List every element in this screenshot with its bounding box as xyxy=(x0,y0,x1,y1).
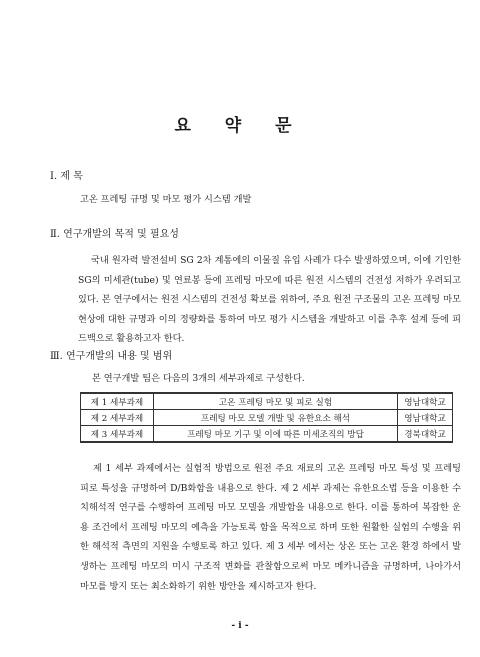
section-2-heading: Ⅱ. 연구개발의 목적 및 필요성 xyxy=(50,229,179,240)
section-3-intro: 본 연구개발 팀은 다음의 3개의 세부과제로 구성한다. xyxy=(92,373,305,384)
subtask-table xyxy=(80,392,453,443)
table-cell-task: 제 2 세부과제 xyxy=(81,410,154,426)
table-row xyxy=(81,393,453,410)
table-row xyxy=(81,410,453,426)
table-cell-institution: 영남대학교 xyxy=(398,410,453,426)
section-3-heading: Ⅲ. 연구개발의 내용 및 범위 xyxy=(50,351,173,362)
table-row xyxy=(81,426,453,443)
page-title: 요 약 문 xyxy=(174,116,306,136)
table-cell-institution: 영남대학교 xyxy=(398,393,453,410)
section-2-body: 국내 원자력 발전설비 SG 2차 계통에의 이물질 유입 사례가 다수 발생하였으며, 이에 기인한 SG의 미세관(tube) 및 연료봉 등에 프레팅 마모에 따른 원전 시스템의 건전성 저하가 우려되고 있다. 본 연구에서는 원전 시스템의 건전성 확보를 위하여, 주요 원전 구조물의 고온 프레팅 마모 현상에 대한 규명과 이의 정량화를 통하여 마모 평가 시스템을 개발하고 이를 추후 설계 등에 피드백으로 활용하고자 한다. xyxy=(78,255,461,345)
table-cell-topic: 고온 프레팅 마모 및 피로 실험 xyxy=(154,393,398,410)
table-cell-institution: 경북대학교 xyxy=(398,426,453,443)
section-1-body: 고온 프레팅 규명 및 마모 평가 시스템 개발 xyxy=(80,194,252,205)
section-1-heading: Ⅰ. 제 목 xyxy=(50,171,83,182)
table-cell-topic: 프레팅 마모 모델 개발 및 유한요소 해석 xyxy=(154,410,398,426)
table-cell-task: 제 1 세부과제 xyxy=(81,393,154,410)
page-number: - i - xyxy=(231,621,249,631)
table-cell-topic: 프레팅 마모 기구 및 이에 따른 미세조직의 방답 xyxy=(154,426,398,443)
table-cell-task: 제 3 세부과제 xyxy=(81,426,154,443)
section-3-body: 제 1 세부 과제에서는 실험적 방법으로 원전 주요 재료의 고온 프레팅 마모 특성 및 프레팅 피로 특성을 규명하여 D/B화함을 내용으로 한다. 제 2 세부 과제는 유한요소법 등을 이용한 수치해석적 연구를 수행하여 프레팅 마모 모델을 개발함을 내용으로 한다. 이를 통하여 복잡한 운용 조건에서 프레팅 마모의 예측을 가능토록 함을 목적으로 하며 또한 원활한 실험의 수행을 위한 해석적 측면의 지원을 수행토록 하고 있다. 제 3 세부 에서는 상온 또는 고온 환경 하에서 발생하는 프레팅 마모의 미시 구조적 변화를 관찰함으로써 마모 메카니즘을 규명하며, 나아가서 마모를 방지 또는 최소화하기 위한 방안을 제시하고자 한다. xyxy=(80,463,461,592)
